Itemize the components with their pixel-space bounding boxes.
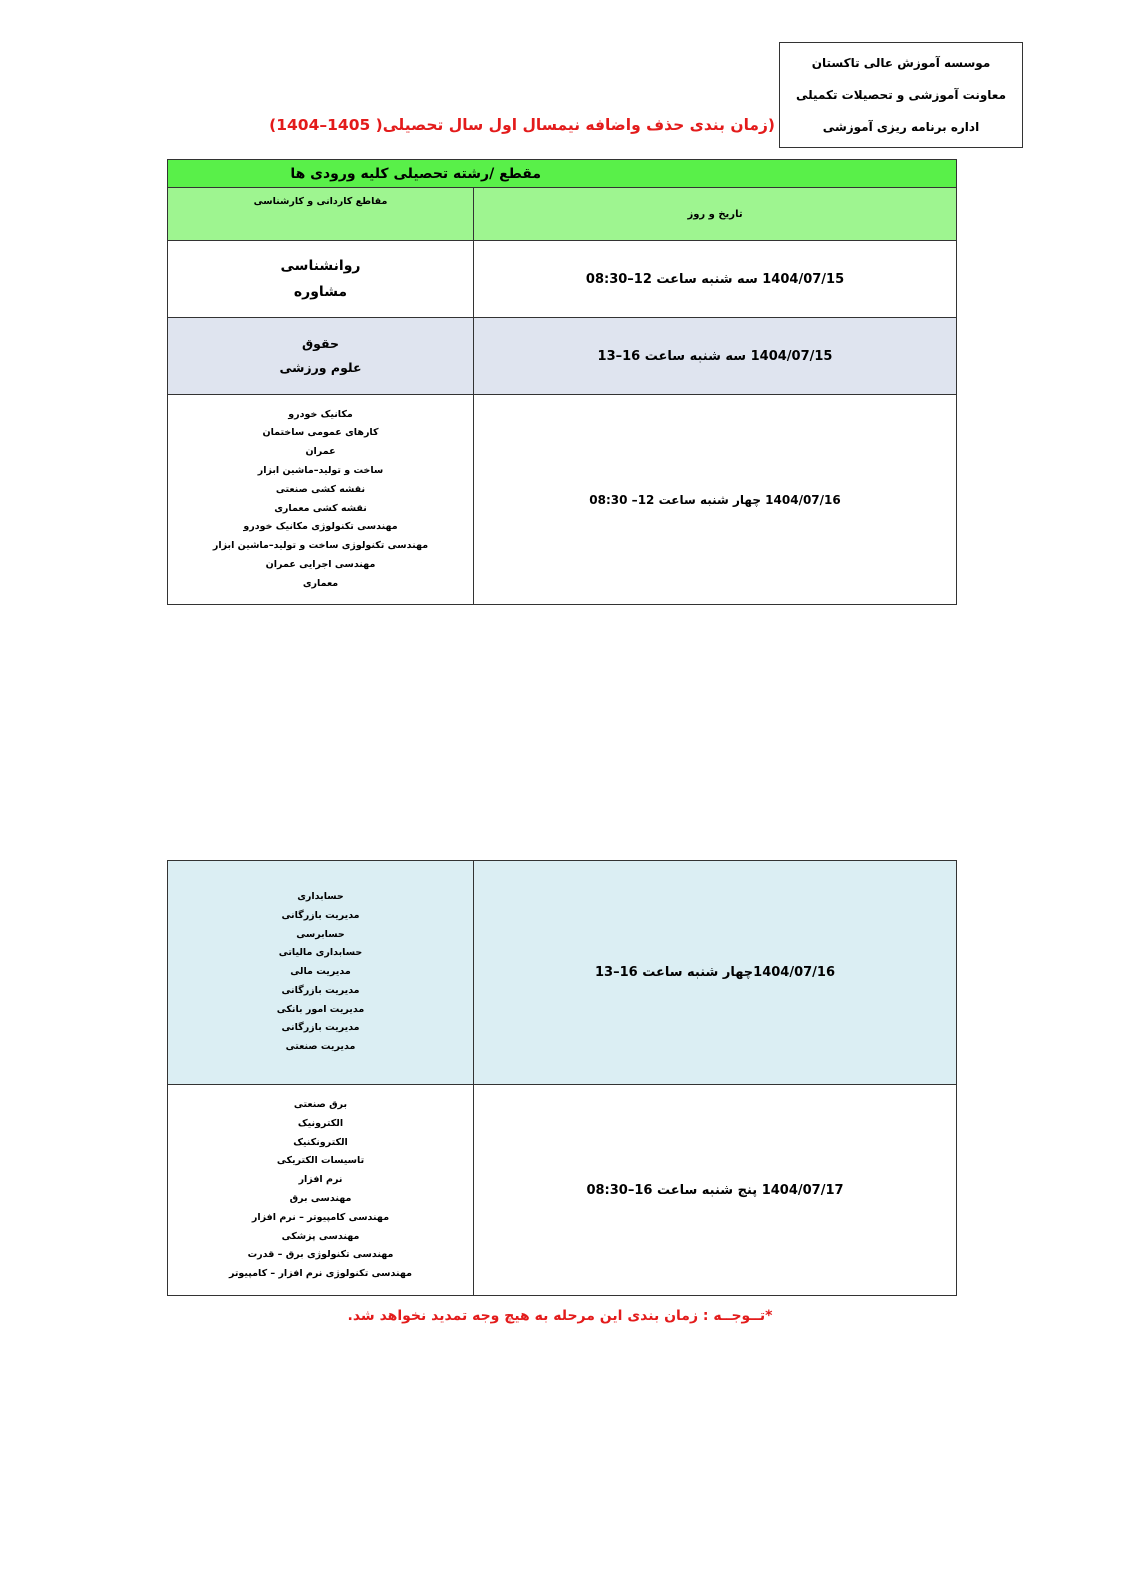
- major-item: حسابداری مالیاتی: [278, 947, 363, 959]
- row-date: 1404/07/16چهار شنبه ساعت 16–13: [474, 861, 957, 1085]
- header-date: تاریخ و روز: [474, 188, 957, 241]
- major-item: نرم افزار: [298, 1174, 343, 1186]
- major-item: عمران: [305, 446, 336, 458]
- major-item: مکانیک خودرو: [288, 408, 353, 420]
- row-date: 1404/07/17 پنج شنبه ساعت 16–08:30: [474, 1085, 957, 1296]
- schedule-table-1: [167, 159, 957, 605]
- row-majors: [168, 395, 474, 605]
- table-row: [168, 1085, 957, 1296]
- major-item: مدیریت مالی: [290, 966, 351, 978]
- table-header-main: مقطع /رشته تحصیلی کلیه ورودی ها: [168, 160, 957, 188]
- notice-text: *تــوجــه : زمان بندی این مرحله به هیچ وجه تمدید نخواهد شد.: [347, 1308, 773, 1324]
- major-item: تاسیسات الکتریکی: [276, 1155, 365, 1167]
- row-majors: [168, 1085, 474, 1296]
- major-item: مهندسی تکنولوژی مکانیک خودرو: [243, 521, 398, 533]
- major-item: نقشه کشی صنعتی: [275, 483, 366, 495]
- row-date: 1404/07/15 سه شنبه ساعت 16–13: [474, 318, 957, 395]
- major-item: مدیریت بازرگانی: [281, 909, 360, 921]
- major-item: ساخت و تولید–ماشین ابزار: [257, 464, 384, 476]
- table-row: [168, 241, 957, 318]
- major-item: روانشناسی: [280, 258, 361, 274]
- major-item: مهندسی تکنولوژی برق – قدرت: [247, 1249, 394, 1261]
- major-item: حسابداری: [297, 890, 344, 902]
- major-item: برق صنعتی: [293, 1099, 348, 1111]
- major-item: مهندسی اجرایی عمران: [265, 558, 376, 570]
- major-item: نقشه کشی معماری: [274, 502, 367, 514]
- major-item: مهندسی تکنولوژی ساخت و تولید–ماشین ابزار: [212, 540, 429, 552]
- header-majors: مقاطع کاردانی و کارشناسی: [168, 188, 474, 241]
- institution-name: موسسه آموزش عالی تاکستان: [811, 56, 991, 70]
- page-title: (زمان بندی حذف واضافه نیمسال اول سال تحصیلی( 1405–1404): [269, 116, 775, 134]
- major-item: الکترونکنیک: [293, 1136, 348, 1148]
- row-date: 1404/07/16 چهار شنبه ساعت 12– 08:30: [474, 395, 957, 605]
- major-item: مدیریت بازرگانی: [281, 984, 360, 996]
- major-item: مدیریت امور بانکی: [276, 1003, 365, 1015]
- table-row: [168, 861, 957, 1085]
- table-row: [168, 395, 957, 605]
- row-date: 1404/07/15 سه شنبه ساعت 12–08:30: [474, 241, 957, 318]
- major-item: الکترونیک: [297, 1117, 344, 1129]
- major-item: مهندسی کامپیوتر – نرم افزار: [251, 1211, 390, 1223]
- major-item: مدیریت صنعتی: [285, 1041, 356, 1053]
- row-majors: [168, 241, 474, 318]
- department-name: معاونت آموزشی و تحصیلات تکمیلی: [796, 88, 1006, 102]
- major-item: حسابرسی: [296, 928, 345, 940]
- major-item: کارهای عمومی ساختمان: [262, 427, 379, 439]
- major-item: علوم ورزشی: [279, 360, 362, 375]
- major-item: مهندسی تکنولوژی نرم افزار – کامپیوتر: [228, 1268, 413, 1280]
- table-row: [168, 318, 957, 395]
- row-majors: [168, 861, 474, 1085]
- major-item: معماری: [302, 577, 339, 589]
- institution-box: [779, 42, 1023, 148]
- schedule-table-2: [167, 860, 957, 1296]
- row-majors: [168, 318, 474, 395]
- major-item: حقوق: [301, 336, 340, 351]
- major-item: مدیریت بازرگانی: [281, 1022, 360, 1034]
- major-item: مهندسی برق: [289, 1193, 352, 1204]
- major-item: مشاوره: [293, 284, 348, 300]
- office-name: اداره برنامه ریزی آموزشی: [822, 120, 980, 134]
- major-item: مهندسی پزشکی: [281, 1230, 360, 1242]
